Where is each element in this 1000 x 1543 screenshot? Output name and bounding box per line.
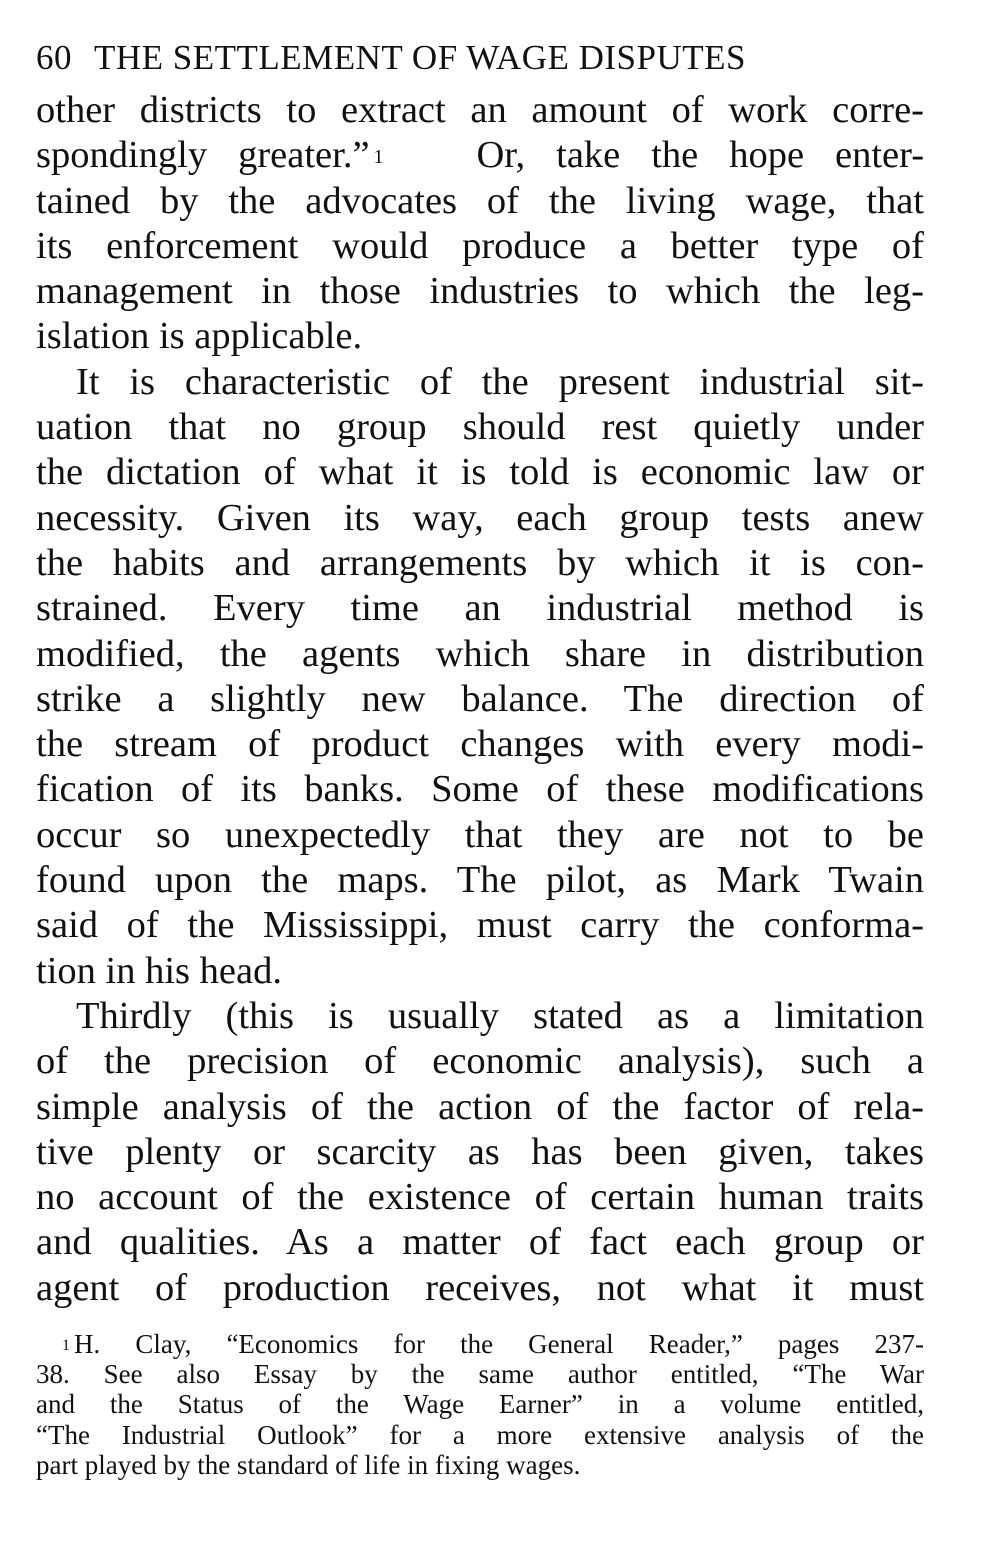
text-line: other districts to extract an amount of work corre-: [36, 89, 924, 131]
footnote-mark: 1: [62, 1337, 70, 1355]
text-line: strained. Every time an industrial method is: [36, 587, 924, 630]
text-line-with-note: [36, 133, 924, 178]
paragraph-2: [36, 360, 924, 994]
text-line: strike a slightly new balance. The direction of: [36, 677, 924, 720]
text-line: no account of the existence of certain human traits: [36, 1176, 924, 1219]
text-line: said of the Mississippi, must carry the conforma-: [36, 904, 924, 947]
footnote-line: “The Industrial Outlook” for a more extensive analysis of the: [36, 1419, 924, 1450]
text-line: the habits and arrangements by which it is con-: [36, 541, 924, 584]
paragraph-3: [36, 994, 924, 1311]
text-line: It is characteristic of the present industrial sit-: [76, 360, 924, 403]
book-page: [36, 38, 924, 1480]
text-line: the stream of product changes with every modi-: [36, 723, 924, 766]
text-line: its enforcement would produce a better type of: [36, 224, 924, 267]
text-segment: spondingly greater.”: [36, 134, 370, 177]
text-line: and qualities. As a matter of fact each group or: [36, 1221, 924, 1264]
text-line: necessity. Given its way, each group tests anew: [36, 496, 924, 539]
footnote-line: 38. See also Essay by the same author entitled, “The War: [36, 1359, 924, 1390]
text-line: modified, the agents which share in distribution: [36, 632, 924, 675]
running-title: THE SETTLEMENT OF WAGE DISPUTES: [94, 38, 746, 77]
page-number: 60: [36, 38, 72, 77]
text-segment: Or, take the hope enter-: [476, 134, 925, 177]
footnote-line: part played by the standard of life in fixing wages.: [36, 1449, 581, 1480]
text-line: tive plenty or scarcity as has been given, takes: [36, 1130, 924, 1173]
text-line: tained by the advocates of the living wage, that: [36, 179, 924, 222]
text-line: management in those industries to which the leg-: [36, 270, 924, 313]
body-text: [36, 88, 924, 1311]
running-header: [36, 38, 924, 78]
text-line: found upon the maps. The pilot, as Mark Twain: [36, 859, 924, 902]
text-segment: H. Clay, “Economics for the General Reader,” pages 237-: [74, 1329, 924, 1360]
footnote-reference: 1: [373, 146, 384, 169]
text-line: of the precision of economic analysis), such a: [36, 1040, 924, 1083]
text-line: tion in his head.: [36, 949, 282, 992]
text-line: the dictation of what it is told is economic law or: [36, 451, 924, 494]
footnote-line: and the Status of the Wage Earner” in a volume entitled,: [36, 1389, 924, 1420]
text-line: simple analysis of the action of the factor of rela-: [36, 1085, 924, 1128]
text-line: fication of its banks. Some of these modifications: [36, 768, 924, 811]
text-line: agent of production receives, not what it must: [36, 1266, 924, 1309]
footnote-line: [36, 1329, 924, 1359]
text-line: uation that no group should rest quietly under: [36, 406, 924, 449]
text-line: Thirdly (this is usually stated as a limitation: [76, 994, 924, 1037]
text-line: occur so unexpectedly that they are not to be: [36, 813, 924, 856]
paragraph-1: [36, 88, 924, 360]
text-line: islation is applicable.: [36, 315, 363, 358]
footnote: [36, 1329, 924, 1480]
